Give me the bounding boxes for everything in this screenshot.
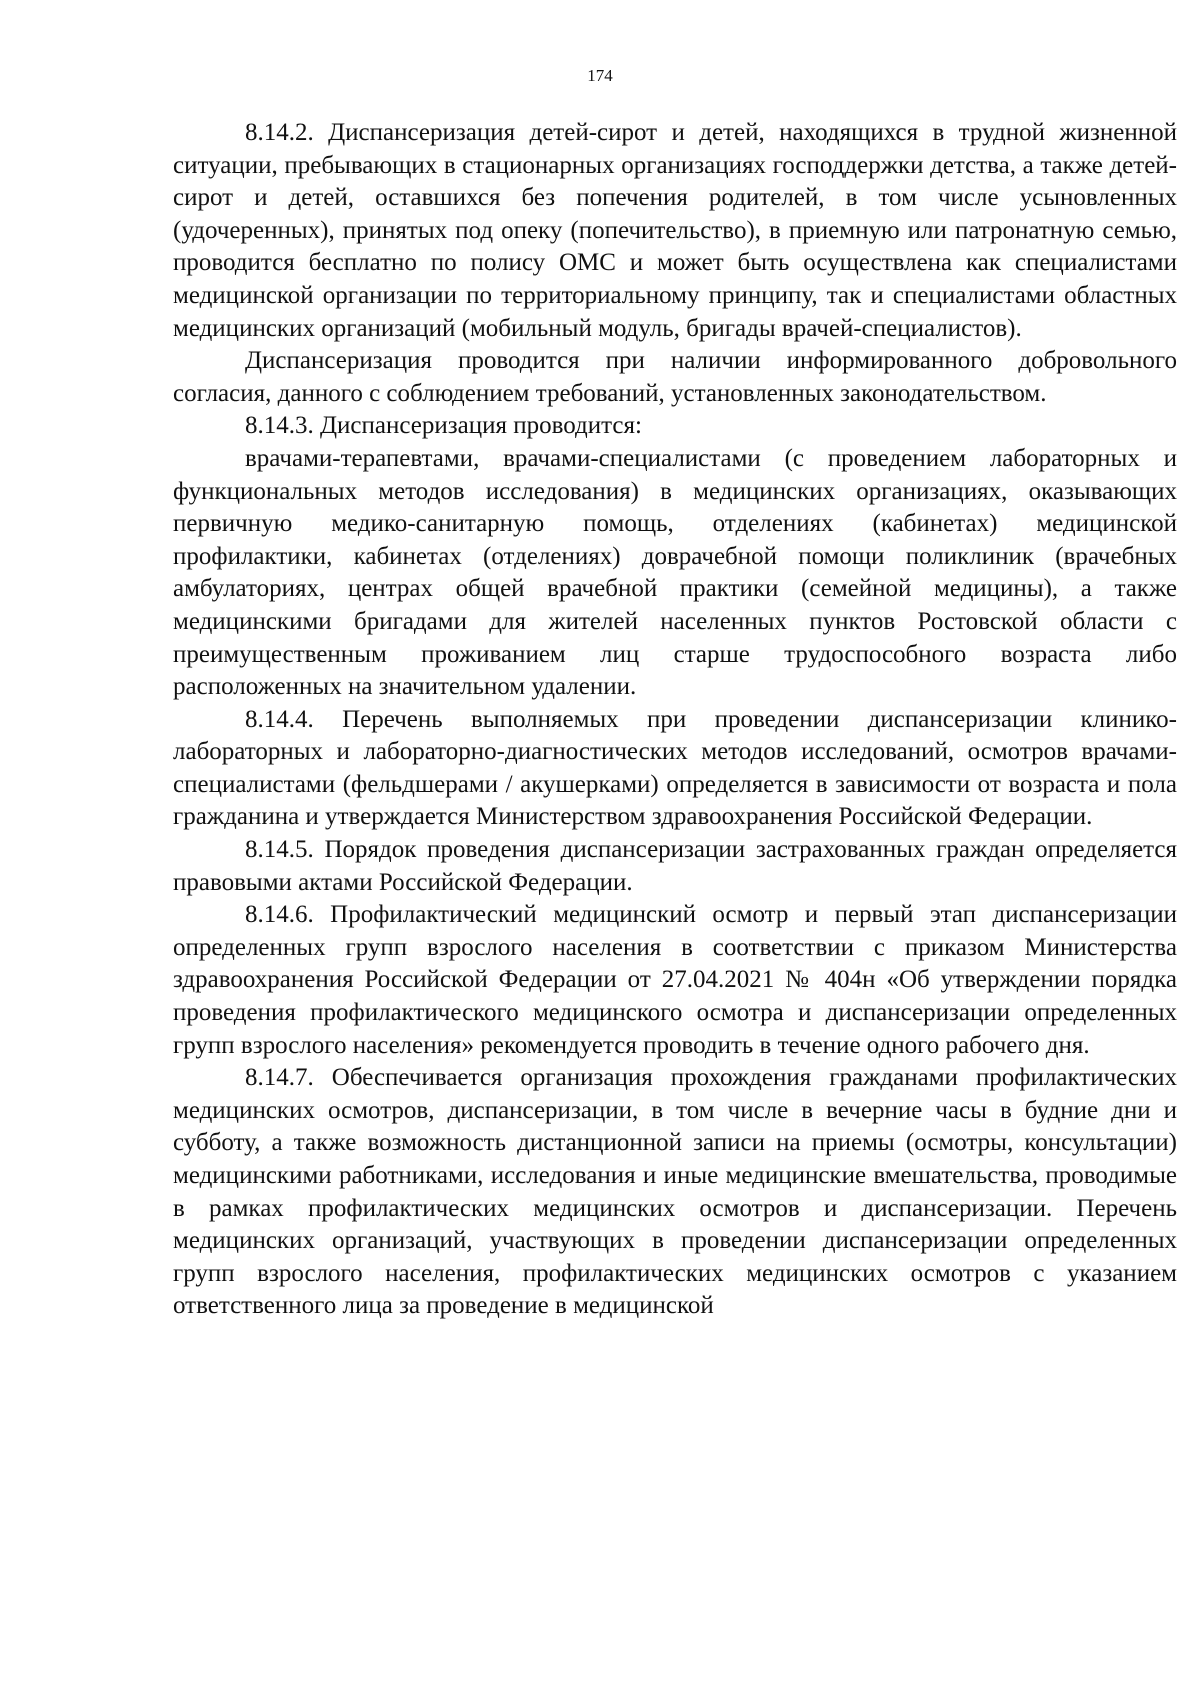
- paragraph-consent: Диспансеризация проводится при наличии информированного добровольного согласия, данного с соблюдением требований, установленных законодательством.: [173, 347, 1177, 407]
- paragraph-8-14-5: 8.14.5. Порядок проведения диспансеризации застрахованных граждан определяется правовыми актами Российской Федерации.: [173, 836, 1177, 896]
- document-body: [173, 117, 1177, 1323]
- paragraph-8-14-4: 8.14.4. Перечень выполняемых при проведении диспансеризации клинико-лабораторных и лабораторно-диагностических методов исследований, осмотров врачами-специалистами (фельдшерами / акушерками) определяется в зависимости от возраста и пола гражданина и утверждается Министерством здравоохранения Российской Федерации.: [173, 705, 1177, 831]
- page-number: 174: [587, 66, 613, 85]
- paragraph-8-14-2: 8.14.2. Диспансеризация детей-сирот и детей, находящихся в трудной жизненной ситуации, пребывающих в стационарных организациях господдержки детства, а также детей-сирот и детей, оставшихся без попечения родителей, в том числе усыновленных (удочеренных), принятых под опеку (попечительство), в приемную или патронатную семью, проводится бесплатно по полису ОМС и может быть осуществлена как специалистами медицинской организации по территориальному принципу, так и специалистами областных медицинских организаций (мобильный модуль, бригады врачей-специалистов).: [173, 119, 1177, 342]
- paragraph-8-14-3: 8.14.3. Диспансеризация проводится:: [245, 412, 642, 440]
- paragraph-performers: врачами-терапевтами, врачами-специалистами (с проведением лабораторных и функциональных методов исследования) в медицинских организациях, оказывающих первичную медико-санитарную помощь, отделениях (кабинетах) медицинской профилактики, кабинетах (отделениях) доврачебной помощи поликлиник (врачебных амбулаториях, центрах общей врачебной практики (семейной медицины), а также медицинскими бригадами для жителей населенных пунктов Ростовской области с преимущественным проживанием лиц старше трудоспособного возраста либо расположенных на значительном удалении.: [173, 444, 1177, 701]
- paragraph-8-14-7: 8.14.7. Обеспечивается организация прохождения гражданами профилактических медицинских осмотров, диспансеризации, в том числе в вечерние часы в будние дни и субботу, а также возможность дистанционной записи на приемы (осмотры, консультации) медицинскими работниками, исследования и иные медицинские вмешательства, проводимые в рамках профилактических медицинских осмотров и диспансеризации. Перечень медицинских организаций, участвующих в проведении диспансеризации определенных групп взрослого населения, профилактических медицинских осмотров с указанием ответственного лица за проведение в медицинской: [173, 1064, 1177, 1320]
- paragraph-8-14-6: 8.14.6. Профилактический медицинский осмотр и первый этап диспансеризации определенных групп взрослого населения в соответствии с приказом Министерства здравоохранения Российской Федерации от 27.04.2021 № 404н «Об утверждении порядка проведения профилактического медицинского осмотра и диспансеризации определенных групп взрослого населения» рекомендуется проводить в течение одного рабочего дня.: [173, 901, 1177, 1059]
